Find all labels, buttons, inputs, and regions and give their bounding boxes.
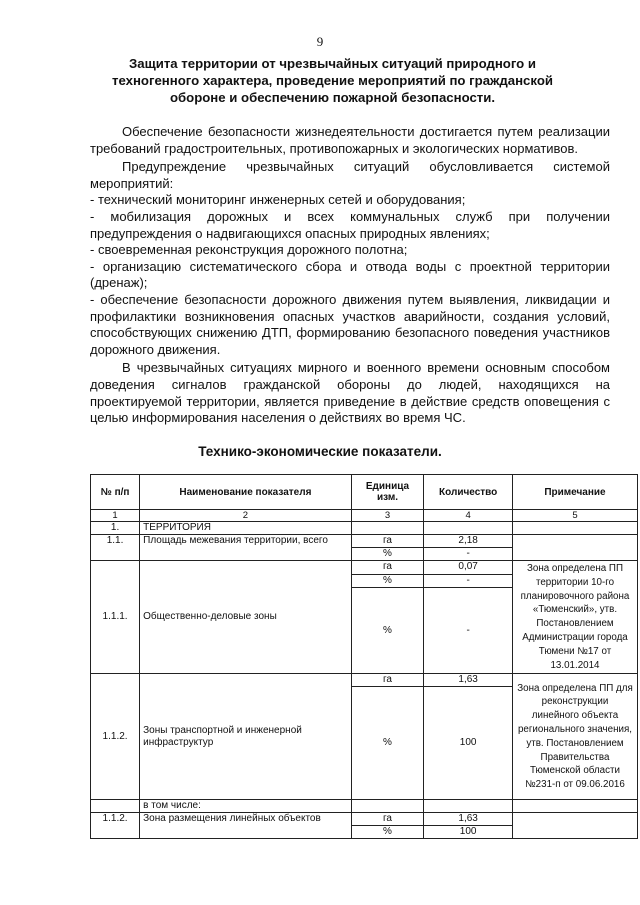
column-header: Примечание (512, 475, 637, 510)
column-header: Количество (424, 475, 513, 510)
paragraph-prevention: Предупреждение чрезвычайных ситуаций обусловливается системой мероприятий: (90, 159, 610, 191)
indicators-table (90, 474, 638, 839)
value-cell: 2,18 (424, 535, 513, 548)
value-cell: 1,63 (424, 674, 513, 687)
table-header-row (91, 475, 638, 510)
value-cell: - (424, 588, 513, 674)
table-row (91, 813, 638, 826)
value-cell: 100 (424, 687, 513, 800)
value-cell: - (424, 548, 513, 561)
list-item: - мобилизация дорожных и всех коммунальных служб при получении предупреждения о надвигающихся опасных природных явлениях; (90, 208, 610, 241)
list-item: - обеспечение безопасности дорожного движения путем выявления, ликвидации и профилактики возникновения опасных участков аварийности, создания условий, способствующих снижению ДТП, формированию безопасного поведения участников дорожного движения. (90, 291, 610, 357)
table-row (91, 561, 638, 575)
column-number: 4 (424, 510, 513, 522)
unit-cell: га (351, 535, 424, 548)
row-name: Площадь межевания территории, всего (140, 535, 352, 561)
unit-cell: га (351, 674, 424, 687)
note-cell: Зона определена ПП территории 10-го планировочного района «Тюменский», утв. Постановлением Администрации города Тюмени №17 от 13.01.2014 (512, 561, 637, 674)
table-title: Технико-экономические показатели. (198, 444, 442, 459)
column-number: 5 (512, 510, 637, 522)
section-body (90, 124, 610, 427)
column-number-row (91, 510, 638, 522)
measures-list (90, 192, 610, 358)
table-row (91, 535, 638, 548)
row-name: в том числе: (140, 800, 352, 813)
value-cell: 0,07 (424, 561, 513, 575)
unit-cell: га (351, 813, 424, 826)
value-cell: 100 (424, 826, 513, 839)
table-row (91, 522, 638, 535)
paragraph-emergency: В чрезвычайных ситуациях мирного и военного времени основным способом доведения сигналов гражданской обороны до людей, находящихся на проектируемой территории, является приведение в действие средств оповещения с целью информирования населения о действиях во время ЧС. (90, 360, 610, 426)
column-header: Единица изм. (351, 475, 424, 510)
value-cell: - (424, 574, 513, 588)
list-item: - технический мониторинг инженерных сетей и оборудования; (90, 192, 466, 208)
unit-cell: % (351, 588, 424, 674)
section-heading: Защита территории от чрезвычайных ситуаций природного и техногенного характера, проведение мероприятий по гражданской обороне и обеспечению пожарной безопасности. (112, 56, 553, 105)
unit-cell: % (351, 574, 424, 588)
note-cell: Зона определена ПП для реконструкции линейного объекта регионального значения, утв. Постановлением Правительства Тюменской области №231-п от 09.06.2016 (512, 674, 637, 800)
row-name: ТЕРРИТОРИЯ (140, 522, 352, 535)
unit-cell: % (351, 548, 424, 561)
table-row (91, 800, 638, 813)
unit-cell: га (351, 561, 424, 575)
row-name: Общественно-деловые зоны (140, 561, 352, 674)
unit-cell: % (351, 826, 424, 839)
paragraph-safety: Обеспечение безопасности жизнедеятельности достигается путем реализации требований градостроительных, противопожарных и экологических нормативов. (90, 124, 610, 156)
column-number: 1 (91, 510, 140, 522)
page-number: 9 (316, 34, 324, 49)
row-number: 1. (91, 522, 140, 535)
unit-cell: % (351, 687, 424, 800)
column-header: № п/п (91, 475, 140, 510)
column-number: 3 (351, 510, 424, 522)
value-cell: 1,63 (424, 813, 513, 826)
row-number: 1.1.2. (91, 813, 140, 839)
row-number: 1.1. (91, 535, 140, 561)
table-row (91, 674, 638, 687)
row-number: 1.1.2. (91, 674, 140, 800)
column-number: 2 (140, 510, 352, 522)
list-item: - организацию систематического сбора и отвода воды с проектной территории (дренаж); (90, 258, 610, 291)
list-item: - своевременная реконструкция дорожного полотна; (90, 242, 408, 258)
row-name: Зоны транспортной и инженерной инфраструктур (140, 674, 352, 800)
column-header: Наименование показателя (140, 475, 352, 510)
row-name: Зона размещения линейных объектов (140, 813, 352, 839)
row-number: 1.1.1. (91, 561, 140, 674)
